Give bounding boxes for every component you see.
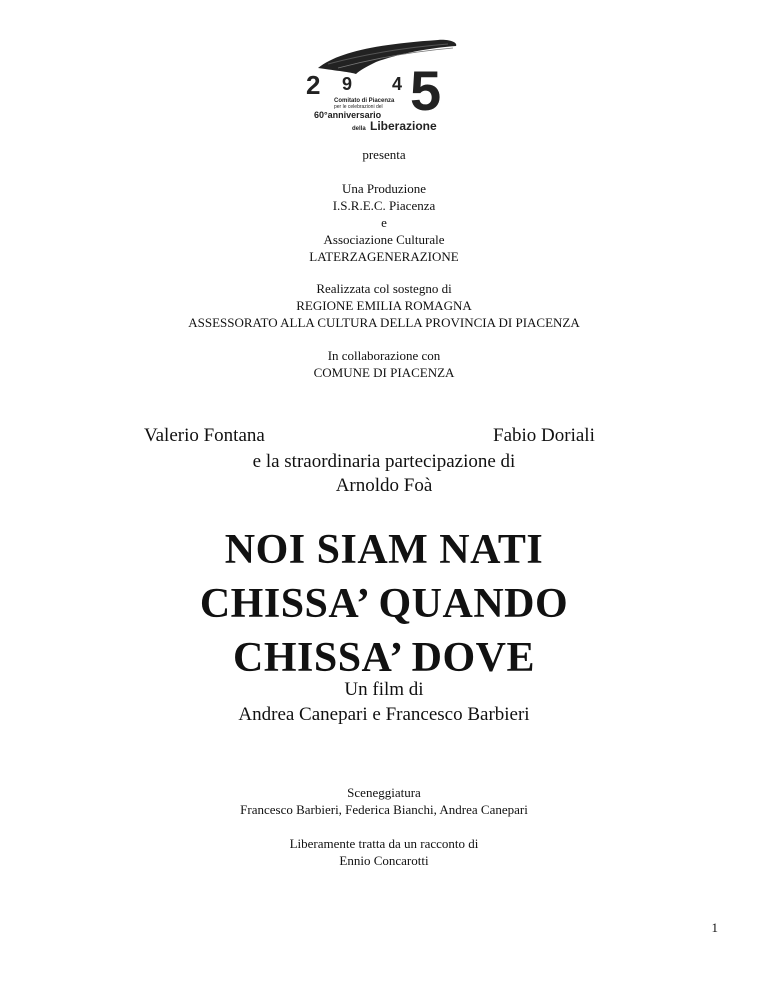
production-line: Una Produzione bbox=[341, 181, 427, 196]
logo-digit-4: 4 bbox=[392, 74, 403, 94]
directors-line: Andrea Canepari e Francesco Barbieri bbox=[238, 704, 530, 725]
screenplay-block bbox=[0, 784, 768, 818]
logo-digit-5: 5 bbox=[410, 59, 442, 122]
production-block bbox=[0, 180, 768, 265]
collaboration-line: COMUNE DI PIACENZA bbox=[313, 365, 455, 380]
production-line: I.S.R.E.C. Piacenza bbox=[332, 198, 436, 213]
production-line: e bbox=[381, 215, 387, 230]
logo-digit-2: 2 bbox=[306, 70, 321, 100]
production-line: Associazione Culturale bbox=[323, 232, 445, 247]
source-block bbox=[0, 835, 768, 869]
logo-digit-9: 9 bbox=[342, 74, 353, 94]
film-title-line: CHISSA’ DOVE bbox=[233, 635, 535, 681]
support-block bbox=[0, 280, 768, 331]
film-title-line: NOI SIAM NATI bbox=[224, 527, 544, 573]
logo-line-4-prefix: della bbox=[352, 126, 366, 132]
cast-right-name: Fabio Doriali bbox=[493, 425, 595, 446]
liberazione-logo bbox=[298, 38, 464, 134]
production-line: LATERZAGENERAZIONE bbox=[309, 249, 459, 264]
page-number: 1 bbox=[711, 920, 718, 935]
collaboration-line: In collaborazione con bbox=[327, 348, 441, 363]
cast-left-name: Valerio Fontana bbox=[144, 425, 265, 446]
source-line: Liberamente tratta da un racconto di bbox=[289, 836, 479, 851]
film-title-line: CHISSA’ QUANDO bbox=[199, 581, 569, 627]
support-line: Realizzata col sostegno di bbox=[316, 281, 452, 296]
film-title bbox=[0, 523, 768, 685]
source-line: Ennio Concarotti bbox=[339, 853, 429, 868]
screenplay-line: Sceneggiatura bbox=[347, 785, 421, 800]
cast-special-guest: Arnoldo Foà bbox=[335, 475, 433, 496]
logo-line-2: per le celebrazioni del bbox=[334, 104, 383, 110]
directors-block bbox=[0, 677, 768, 727]
logo-line-3: 60°anniversario bbox=[314, 110, 382, 120]
screenplay-line: Francesco Barbieri, Federica Bianchi, Andrea Canepari bbox=[240, 802, 528, 817]
collaboration-block bbox=[0, 347, 768, 381]
cast-participation: e la straordinaria partecipazione di bbox=[252, 451, 516, 472]
support-line: ASSESSORATO ALLA CULTURA DELLA PROVINCIA DI PIACENZA bbox=[188, 315, 580, 330]
logo-line-4-main: Liberazione bbox=[370, 119, 437, 133]
support-line: REGIONE EMILIA ROMAGNA bbox=[296, 298, 472, 313]
logo-line-1: Comitato di Piacenza bbox=[334, 98, 395, 104]
presenta-text: presenta bbox=[362, 147, 406, 162]
directors-line: Un film di bbox=[344, 679, 424, 700]
